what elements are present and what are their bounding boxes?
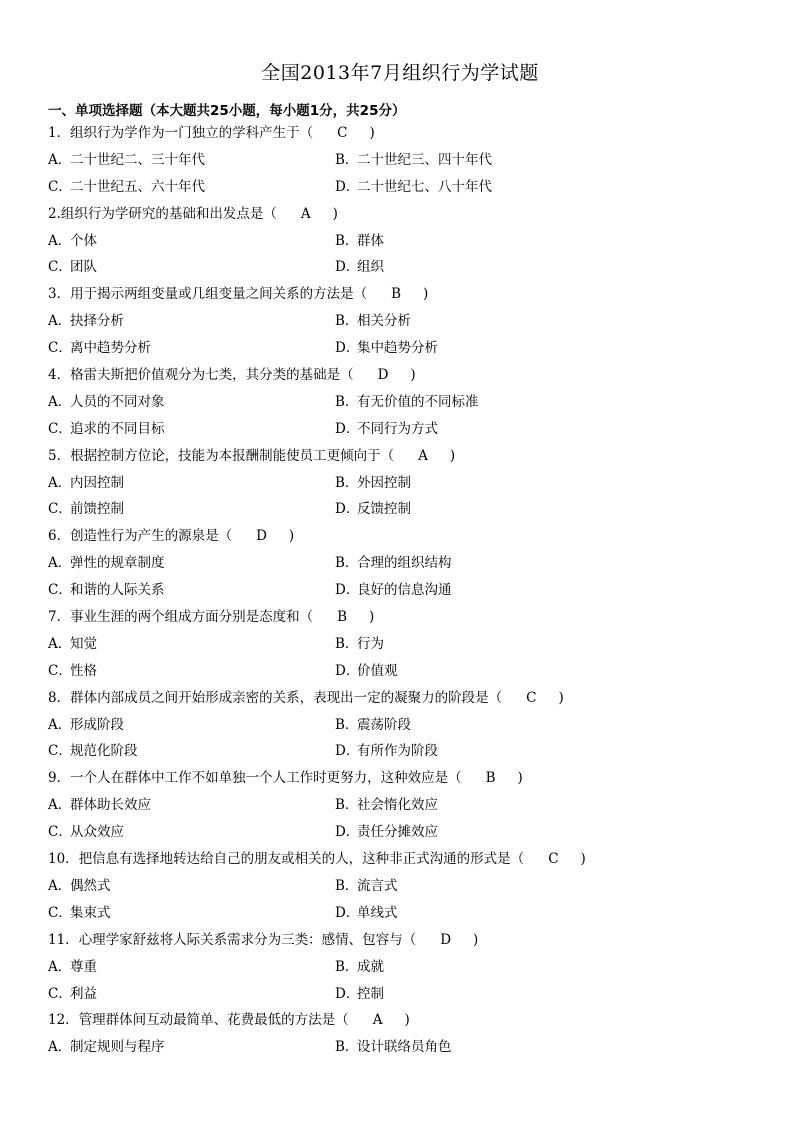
- question-close-paren: ): [517, 770, 523, 787]
- option-text: 形成阶段: [70, 716, 124, 733]
- option-text: 外因控制: [357, 474, 411, 491]
- section-heading: 一、单项选择题（本大题共25小题，每小题1分，共25分）: [48, 103, 406, 119]
- option-letter: C．: [48, 340, 72, 357]
- option-text: 反馈控制: [357, 501, 411, 518]
- answer-option: [335, 658, 398, 685]
- option-letter: A．: [48, 151, 72, 168]
- question-text: 事业生涯的两个组成方面分别是态度和（: [70, 609, 314, 626]
- question-stem: [48, 765, 768, 792]
- option-letter: D．: [335, 501, 360, 518]
- option-text: 利益: [70, 985, 97, 1002]
- option-text: 二十世纪七、八十年代: [357, 178, 492, 195]
- question-close-paren: ): [369, 125, 375, 141]
- question-answer: B: [485, 770, 496, 787]
- question-stem: [48, 120, 768, 147]
- answer-option: [48, 900, 111, 927]
- question-answer: D: [440, 931, 452, 948]
- question-stem: [48, 927, 768, 954]
- answer-option: [335, 712, 411, 739]
- option-letter: D．: [335, 582, 360, 599]
- answer-option: [48, 819, 124, 846]
- option-text: 追求的不同目标: [70, 420, 165, 437]
- option-text: 弹性的规章制度: [70, 555, 165, 572]
- option-letter: D．: [335, 259, 360, 276]
- answer-option: [335, 254, 384, 281]
- question-answer: C: [548, 851, 559, 868]
- answer-option: [48, 147, 205, 174]
- option-letter: C．: [48, 985, 72, 1002]
- option-letter: C．: [48, 178, 72, 195]
- answer-option: [48, 416, 165, 443]
- option-row: [48, 174, 768, 201]
- answer-option: [335, 900, 398, 927]
- option-text: 性格: [70, 662, 97, 679]
- option-letter: A．: [48, 474, 72, 491]
- question-close-paren: ): [473, 931, 479, 948]
- question-close-paren: ): [288, 528, 295, 545]
- answer-option: [48, 308, 124, 335]
- question-text: 格雷夫斯把价值观分为七类，其分类的基础是（: [70, 367, 354, 384]
- option-letter: C．: [48, 582, 72, 599]
- option-letter: B．: [335, 393, 359, 410]
- answer-option: [335, 738, 438, 765]
- option-row: [48, 900, 768, 927]
- option-row: [48, 577, 768, 604]
- answer-option: [335, 496, 411, 523]
- question-text: 创造性行为产生的源泉是（: [70, 528, 233, 545]
- answer-option: [335, 174, 492, 201]
- question-number: 5．: [48, 447, 71, 464]
- option-letter: A．: [48, 232, 72, 249]
- answer-option: [48, 577, 165, 604]
- answer-option: [335, 335, 438, 362]
- question-stem: [48, 1007, 768, 1034]
- option-text: 从众效应: [70, 824, 124, 841]
- option-row: [48, 416, 768, 443]
- question-stem: [48, 201, 768, 228]
- question-close-paren: ): [580, 851, 586, 868]
- option-row: [48, 819, 768, 846]
- answer-option: [335, 389, 479, 416]
- option-letter: A．: [48, 555, 72, 572]
- option-text: 行为: [357, 635, 384, 652]
- option-text: 社会惰化效应: [357, 797, 438, 814]
- question-text: 根据控制方位论，技能为本报酬制能使员工更倾向于（: [70, 447, 395, 464]
- option-letter: C．: [48, 824, 72, 841]
- option-text: 二十世纪三、四十年代: [357, 151, 492, 168]
- question-text: 一个人在群体中工作不如单独一个人工作时更努力，这种效应是（: [70, 770, 462, 787]
- option-text: 制定规则与程序: [70, 1039, 165, 1056]
- option-text: 责任分摊效应: [357, 824, 438, 841]
- option-text: 内因控制: [70, 474, 124, 491]
- question-text: 把信息有选择地转达给自己的朋友或相关的人，这种非正式沟通的形式是（: [78, 851, 525, 868]
- option-letter: B．: [335, 958, 359, 975]
- question-stem: [48, 846, 768, 873]
- question-answer: D: [377, 367, 389, 384]
- option-text: 集束式: [70, 904, 111, 921]
- question-text: 群体内部成员之间开始形成亲密的关系，表现出一定的凝聚力的阶段是（: [70, 689, 503, 706]
- option-letter: A．: [48, 313, 72, 330]
- answer-option: [335, 631, 384, 658]
- answer-option: [335, 873, 398, 900]
- option-text: 尊重: [70, 958, 97, 975]
- question-text: 用于揭示两组变量或几组变量之间关系的方法是（: [70, 286, 368, 303]
- page-title: 全国2013年7月组织行为学试题: [261, 62, 539, 84]
- question-number: 12．: [48, 1012, 79, 1029]
- option-letter: A．: [48, 958, 72, 975]
- question-answer: B: [337, 609, 348, 626]
- answer-option: [48, 174, 205, 201]
- option-text: 前馈控制: [70, 501, 124, 518]
- option-letter: A．: [48, 393, 72, 410]
- answer-option: [48, 550, 165, 577]
- answer-option: [48, 228, 97, 255]
- option-text: 控制: [357, 985, 384, 1002]
- option-letter: A．: [48, 877, 72, 894]
- answer-option: [335, 228, 384, 255]
- option-text: 偶然式: [70, 877, 111, 894]
- option-text: 震荡阶段: [357, 716, 411, 733]
- option-text: 知觉: [70, 635, 97, 652]
- question-close-paren: ): [423, 286, 429, 303]
- answer-option: [335, 550, 452, 577]
- option-letter: C．: [48, 259, 72, 276]
- option-letter: C．: [48, 420, 72, 437]
- option-letter: D．: [335, 340, 360, 357]
- question-list: [48, 120, 768, 1061]
- option-letter: B．: [335, 797, 359, 814]
- question-close-paren: ): [369, 609, 375, 626]
- answer-option: [48, 738, 138, 765]
- option-text: 不同行为方式: [357, 420, 438, 437]
- option-row: [48, 1034, 768, 1061]
- question-stem: [48, 604, 768, 631]
- option-letter: D．: [335, 985, 360, 1002]
- option-text: 二十世纪二、三十年代: [70, 151, 205, 168]
- question-stem: [48, 523, 768, 550]
- option-text: 价值观: [357, 662, 398, 679]
- answer-option: [48, 712, 124, 739]
- question-answer: A: [372, 1012, 383, 1029]
- question-text: 心理学家舒兹将人际关系需求分为三类：感情、包容与（: [78, 931, 417, 948]
- option-row: [48, 496, 768, 523]
- question-number: 10．: [48, 851, 79, 868]
- option-text: 单线式: [357, 904, 398, 921]
- option-row: [48, 254, 768, 281]
- question-number: 4．: [48, 367, 71, 384]
- option-text: 二十世纪五、六十年代: [70, 178, 205, 195]
- option-letter: D．: [335, 824, 360, 841]
- option-text: 群体助长效应: [70, 797, 151, 814]
- option-letter: A．: [48, 716, 72, 733]
- question-number: 11．: [48, 931, 79, 948]
- answer-option: [335, 577, 452, 604]
- question-answer: A: [300, 205, 311, 222]
- option-row: [48, 631, 768, 658]
- option-text: 群体: [357, 232, 384, 249]
- question-text: 组织行为学研究的基础和出发点是（: [60, 205, 277, 222]
- answer-option: [335, 147, 492, 174]
- option-letter: B．: [335, 232, 359, 249]
- question-close-paren: ): [332, 205, 338, 222]
- answer-option: [48, 389, 165, 416]
- option-letter: B．: [335, 877, 359, 894]
- option-text: 离中趋势分析: [70, 340, 151, 357]
- option-letter: C．: [48, 904, 72, 921]
- answer-option: [48, 658, 97, 685]
- option-row: [48, 658, 768, 685]
- option-text: 合理的组织结构: [357, 555, 452, 572]
- question-answer: C: [337, 125, 348, 141]
- option-row: [48, 712, 768, 739]
- question-stem: [48, 281, 768, 308]
- option-text: 抉择分析: [70, 313, 124, 330]
- option-text: 流言式: [357, 877, 398, 894]
- option-letter: D．: [335, 420, 360, 437]
- answer-option: [335, 416, 438, 443]
- answer-option: [335, 819, 438, 846]
- answer-option: [48, 335, 151, 362]
- option-row: [48, 792, 768, 819]
- option-text: 相关分析: [357, 313, 411, 330]
- option-row: [48, 308, 768, 335]
- option-row: [48, 738, 768, 765]
- option-letter: D．: [335, 743, 360, 760]
- answer-option: [335, 1034, 452, 1061]
- question-text: 管理群体间互动最简单、花费最低的方法是（: [78, 1012, 349, 1029]
- option-letter: C．: [48, 662, 72, 679]
- answer-option: [335, 470, 411, 497]
- option-text: 规范化阶段: [70, 743, 138, 760]
- question-close-paren: ): [410, 367, 416, 384]
- option-row: [48, 550, 768, 577]
- question-answer: C: [526, 689, 537, 706]
- option-text: 有无价值的不同标准: [357, 393, 479, 410]
- option-text: 个体: [70, 232, 97, 249]
- question-number: 6．: [48, 528, 71, 545]
- option-row: [48, 389, 768, 416]
- answer-option: [48, 254, 97, 281]
- option-letter: D．: [335, 904, 360, 921]
- option-text: 设计联络员角色: [357, 1039, 452, 1056]
- option-letter: B．: [335, 555, 359, 572]
- option-row: [48, 873, 768, 900]
- question-stem: [48, 443, 768, 470]
- option-text: 人员的不同对象: [70, 393, 165, 410]
- option-row: [48, 470, 768, 497]
- answer-option: [335, 981, 384, 1008]
- option-text: 集中趋势分析: [357, 340, 438, 357]
- question-number: 3．: [48, 286, 71, 303]
- option-text: 和谐的人际关系: [70, 582, 165, 599]
- answer-option: [335, 308, 411, 335]
- option-letter: A．: [48, 797, 72, 814]
- option-letter: D．: [335, 178, 360, 195]
- question-close-paren: ): [404, 1012, 410, 1029]
- question-number: 8．: [48, 689, 71, 706]
- question-number: 1．: [48, 125, 71, 141]
- option-row: [48, 228, 768, 255]
- question-stem: [48, 362, 768, 389]
- option-row: [48, 147, 768, 174]
- option-text: 组织: [357, 259, 384, 276]
- option-text: 良好的信息沟通: [357, 582, 452, 599]
- option-letter: B．: [335, 151, 359, 168]
- option-letter: B．: [335, 716, 359, 733]
- answer-option: [48, 981, 97, 1008]
- answer-option: [48, 792, 151, 819]
- question-answer: A: [418, 447, 428, 464]
- option-letter: A．: [48, 635, 72, 652]
- question-close-paren: ): [449, 447, 456, 464]
- answer-option: [48, 631, 97, 658]
- answer-option: [48, 954, 97, 981]
- option-letter: A．: [48, 1039, 72, 1056]
- answer-option: [335, 792, 438, 819]
- question-answer: D: [256, 528, 267, 545]
- option-letter: B．: [335, 1039, 359, 1056]
- answer-option: [48, 873, 111, 900]
- answer-option: [335, 954, 384, 981]
- option-row: [48, 954, 768, 981]
- question-number: 9．: [48, 770, 71, 787]
- option-text: 成就: [357, 958, 384, 975]
- option-letter: C．: [48, 501, 72, 518]
- option-text: 团队: [70, 259, 97, 276]
- question-stem: [48, 685, 768, 712]
- option-letter: C．: [48, 743, 72, 760]
- answer-option: [48, 496, 124, 523]
- option-letter: B．: [335, 635, 359, 652]
- option-letter: B．: [335, 313, 359, 330]
- question-number: 2.: [48, 205, 61, 222]
- option-text: 有所作为阶段: [357, 743, 438, 760]
- option-letter: B．: [335, 474, 359, 491]
- question-close-paren: ): [558, 689, 564, 706]
- question-text: 组织行为学作为一门独立的学科产生于（: [70, 125, 314, 141]
- option-letter: D．: [335, 662, 360, 679]
- question-answer: B: [391, 286, 402, 303]
- answer-option: [48, 1034, 165, 1061]
- option-row: [48, 335, 768, 362]
- question-number: 7．: [48, 609, 71, 626]
- answer-option: [48, 470, 124, 497]
- option-row: [48, 981, 768, 1008]
